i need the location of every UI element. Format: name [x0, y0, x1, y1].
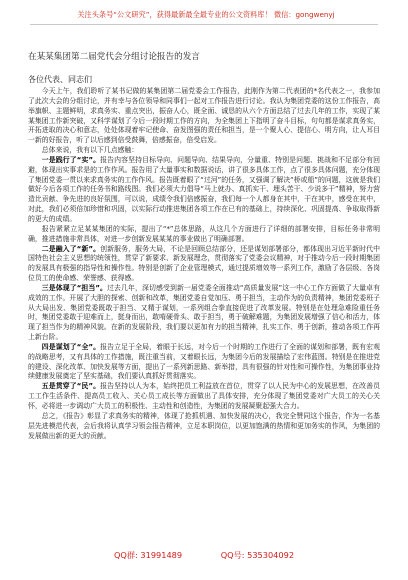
header-divider [30, 24, 378, 25]
contact-footer [0, 548, 408, 562]
paragraph-summary [28, 146, 380, 156]
paragraph-text: 今天上午，我们聆听了某书记做的某集团第二届党委会工作报告，此刚作为第二代表团的*名代表之一，我参加了此次大会的分组讨论，并有幸与各位领导和同事们一起对工作报告进行讨论。我认为集团党委的这份工作报告，高举旗帜、主题鲜明，求真务实、重点突出，振奋人心，既全面、诚恳的从六个方面总结了过去几年的工作，实现了某某集团工作新突破，又科学谋划了今后一段时期工作的方向，为全集团上下指明了奋斗目标，句句都是谋求真务实，开拓进取的决心和意志，处处体现着牢记使命、奋发图强的责任和担当，是一个聚人心、提信心、明方向，让人耳目一新的好报告，听了以后感到倍受鼓舞，倍感振奋，倍受启发。 [28, 87, 380, 145]
paragraph-lead: 二是融入了“新”。 [41, 244, 101, 253]
document-body [28, 87, 380, 539]
paragraph-lead: 四是谋划了“全”。 [41, 342, 101, 351]
paragraph-text: 创新服务，服务大局，不论是回顾总结部分，还是谋划部署部分，都体现出习近平新时代中国特色社会主义思想的统领性，贯穿了新要求、新发展理念，贯彻落实了党委会议精神，对于推动今后一段时期集团的发展具有极强的指导性和操作性。特别是创新了企业管理模式，通过提质增效等一系列工作，激励了各层级、各岗位员工的使命感、荣誉感、获得感。 [28, 244, 380, 283]
paragraph-point-1-cont [28, 225, 380, 245]
paragraph-text: 总之，《报告》彰显了求真务实的精神，体现了抢抓机遇、加快发展的决心，我完全赞同这个报告，作为一名基层先进模范代表，会后我将认真学习领会报告精神，立足本职岗位，以更加饱满的热情和更加务实的作风，为集团的发展做出新的更大的贡献。 [28, 411, 380, 440]
paragraph-lead: 五是贯穿了“民”。 [41, 382, 101, 391]
promo-banner: 关注头条号“公文研究”，获得最新最全最专业的公文资料库！ 微信：gongwenyj [77, 10, 335, 19]
paragraph-point-2 [28, 245, 380, 284]
paragraph-lead: 三是体现了“担当”。 [41, 283, 108, 292]
paragraph-conclusion [28, 412, 380, 442]
paragraph-text: 报告内容坚持目标导向、问题导向、结果导向，分量重、特别是问题、挑战和不足部分有回避，体现出实事求是的工作作风。报告用了大量事实和数据说话，讲了很多具体工作，点了很多具体问题，充分体现了集团党委一贯以来求真务实的工作作风。报告既着眼了“过河”的任务，又强调了解决“桥或船”的问题，这就是我们做好今后各项工作的任务书和路线图。我们必须大力倡导“马上就办、真抓实干、埋头苦干、少说多干”精神，努力营造比贡献、争先进的良好氛围，可以说，成绩令我们倍感振奋，我们每一个人都身在其中，干在其中，感受在其中，对此，我们必须倍加珍惜和巩固，以实际行动推进集团各项工作在已有的基础上，持续深化、巩固提高、争取取得新的更大的成绩。 [28, 155, 380, 223]
paragraph-text: 总体来说，我有以下几点感触： [41, 146, 139, 155]
paragraph-point-5 [28, 382, 380, 412]
qq-number-label: QQ号: 535304092 [220, 550, 295, 560]
qq-group-label: QQ群: 31991489 [113, 550, 183, 560]
paragraph-text: 报告紧紧立足某某集团的实际，提出了“*”总体思路，从这几个方面进行了详细的部署安排，目标任务非常明确，推进措施非常具体，对进一步创新发展某某的事业做出了明确部署。 [28, 224, 380, 243]
document-title: 在某某集团第二届党代会分组讨论报告的发言 [28, 52, 200, 62]
paragraph-text: 报告立足于全局，着眼于长远，对今后一个时期的工作进行了全面的谋划和部署，既有宏观的战略思考，又有具体的工作措施，既注重当前，又着眼长远，为集团今后的发展描绘了宏伟蓝图。特别是在推进党的建设、深化改革、加快发展等方面，提出了一系列新思路、新举措，具有很强的针对性和可操作性，为集团事业持续健康发展奠定了坚实基础，我们要认真抓好贯彻落实。 [28, 342, 380, 381]
paragraph-point-3 [28, 284, 380, 343]
paragraph-point-4 [28, 343, 380, 382]
paragraph-lead: 一是践行了“实”。 [41, 155, 101, 164]
paragraph-text: 报告坚持以人为本，始终把员工利益放在首位，贯穿了以人民为中心的发展思想，在改善员工工作生活条件、提高员工收入、关心员工成长等方面做出了具体安排，充分体现了集团党委对广大员工的关心关怀，必将进一步调动广大员工的积极性、主动性和创造性，为集团的发展凝聚起强大合力。 [28, 382, 380, 410]
paragraph-point-1 [28, 156, 380, 225]
salutation: 各位代表、同志们 [28, 75, 92, 84]
paragraph-text: 过去几年，深切感受到新一届党委全面推动“高质量发展”这一中心工作方面做了大量卓有成效的工作。开展了大胆的探索、创新和改革，集团党委自觉加压、勇于担当，主动作为的负责精神，集团党委班子从大局出发、集团党委既敢于担当、又精于谋划，一系列组合拳直接促进了改革发展。特别是在处理急难险重任务时，集团党委敢于迎难而上，挺身而出，敢啃硬骨头、敢于担当，勇于破解难题，为集团发展增强了信心和活力，体现了担当作为的精神风貌。在新的发展阶段，我们要以更加有力的担当精神，扎实工作、勇于创新，推动各项工作再上新台阶。 [28, 283, 380, 342]
paragraph-intro [28, 87, 380, 146]
